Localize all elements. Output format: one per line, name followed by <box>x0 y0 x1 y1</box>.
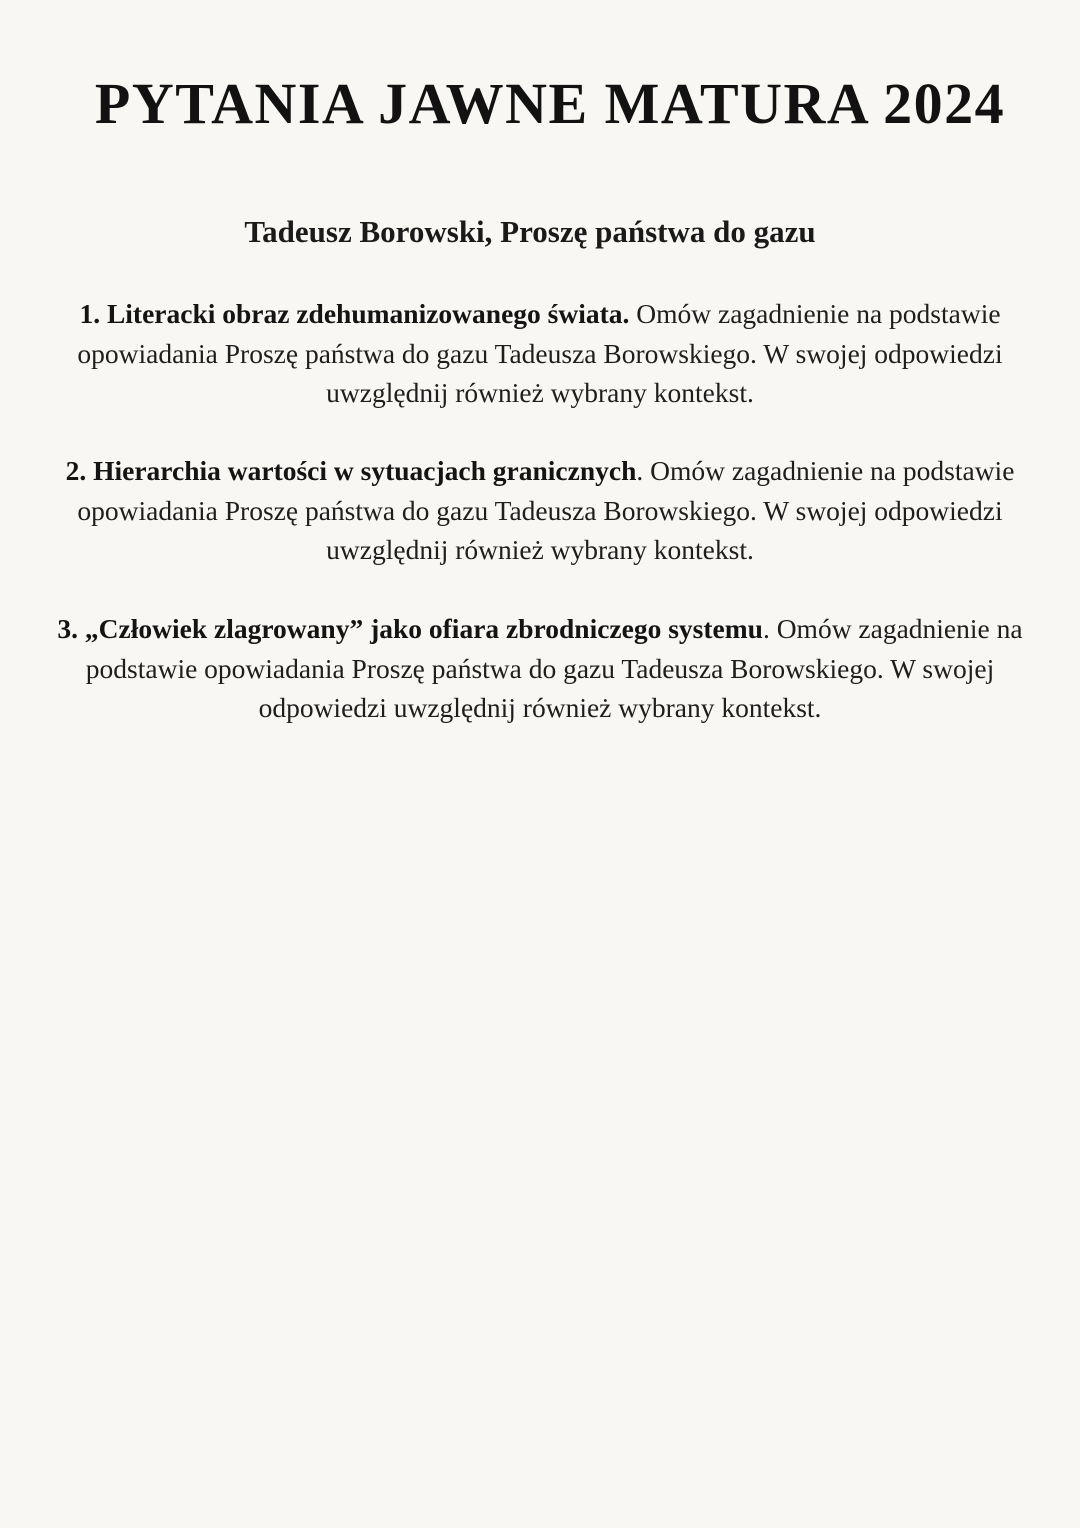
page-title: PYTANIA JAWNE MATURA 2024 <box>94 71 1006 136</box>
question-number: 3. <box>57 613 79 644</box>
question-topic: „Człowiek zlagrowany” jako ofiara zbrodniczego systemu <box>84 613 763 644</box>
question-1 <box>40 294 1040 413</box>
question-number: 1. <box>79 298 101 329</box>
question-2 <box>40 451 1040 570</box>
question-3 <box>40 609 1040 728</box>
question-topic: Literacki obraz zdehumanizowanego świata. <box>106 298 630 329</box>
question-number: 2. <box>65 455 87 486</box>
question-instruction: Omów zagadnienie na podstawie opowiadania Proszę państwa do gazu Tadeusza Borowskiego. W swojej odpowiedzi uwzględnij również wybrany kontekst. <box>77 298 1003 408</box>
document-subtitle: Tadeusz Borowski, Proszę państwa do gazu <box>244 214 816 249</box>
question-topic: Hierarchia wartości w sytuacjach granicznych <box>93 455 637 486</box>
question-instruction: . Omów zagadnienie na podstawie opowiadania Proszę państwa do gazu Tadeusza Borowskiego. W swojej odpowiedzi uwzględnij również wybrany kontekst. <box>85 613 1023 723</box>
question-instruction: . Omów zagadnienie na podstawie opowiadania Proszę państwa do gazu Tadeusza Borowskiego. W swojej odpowiedzi uwzględnij również wybrany kontekst. <box>77 455 1015 565</box>
